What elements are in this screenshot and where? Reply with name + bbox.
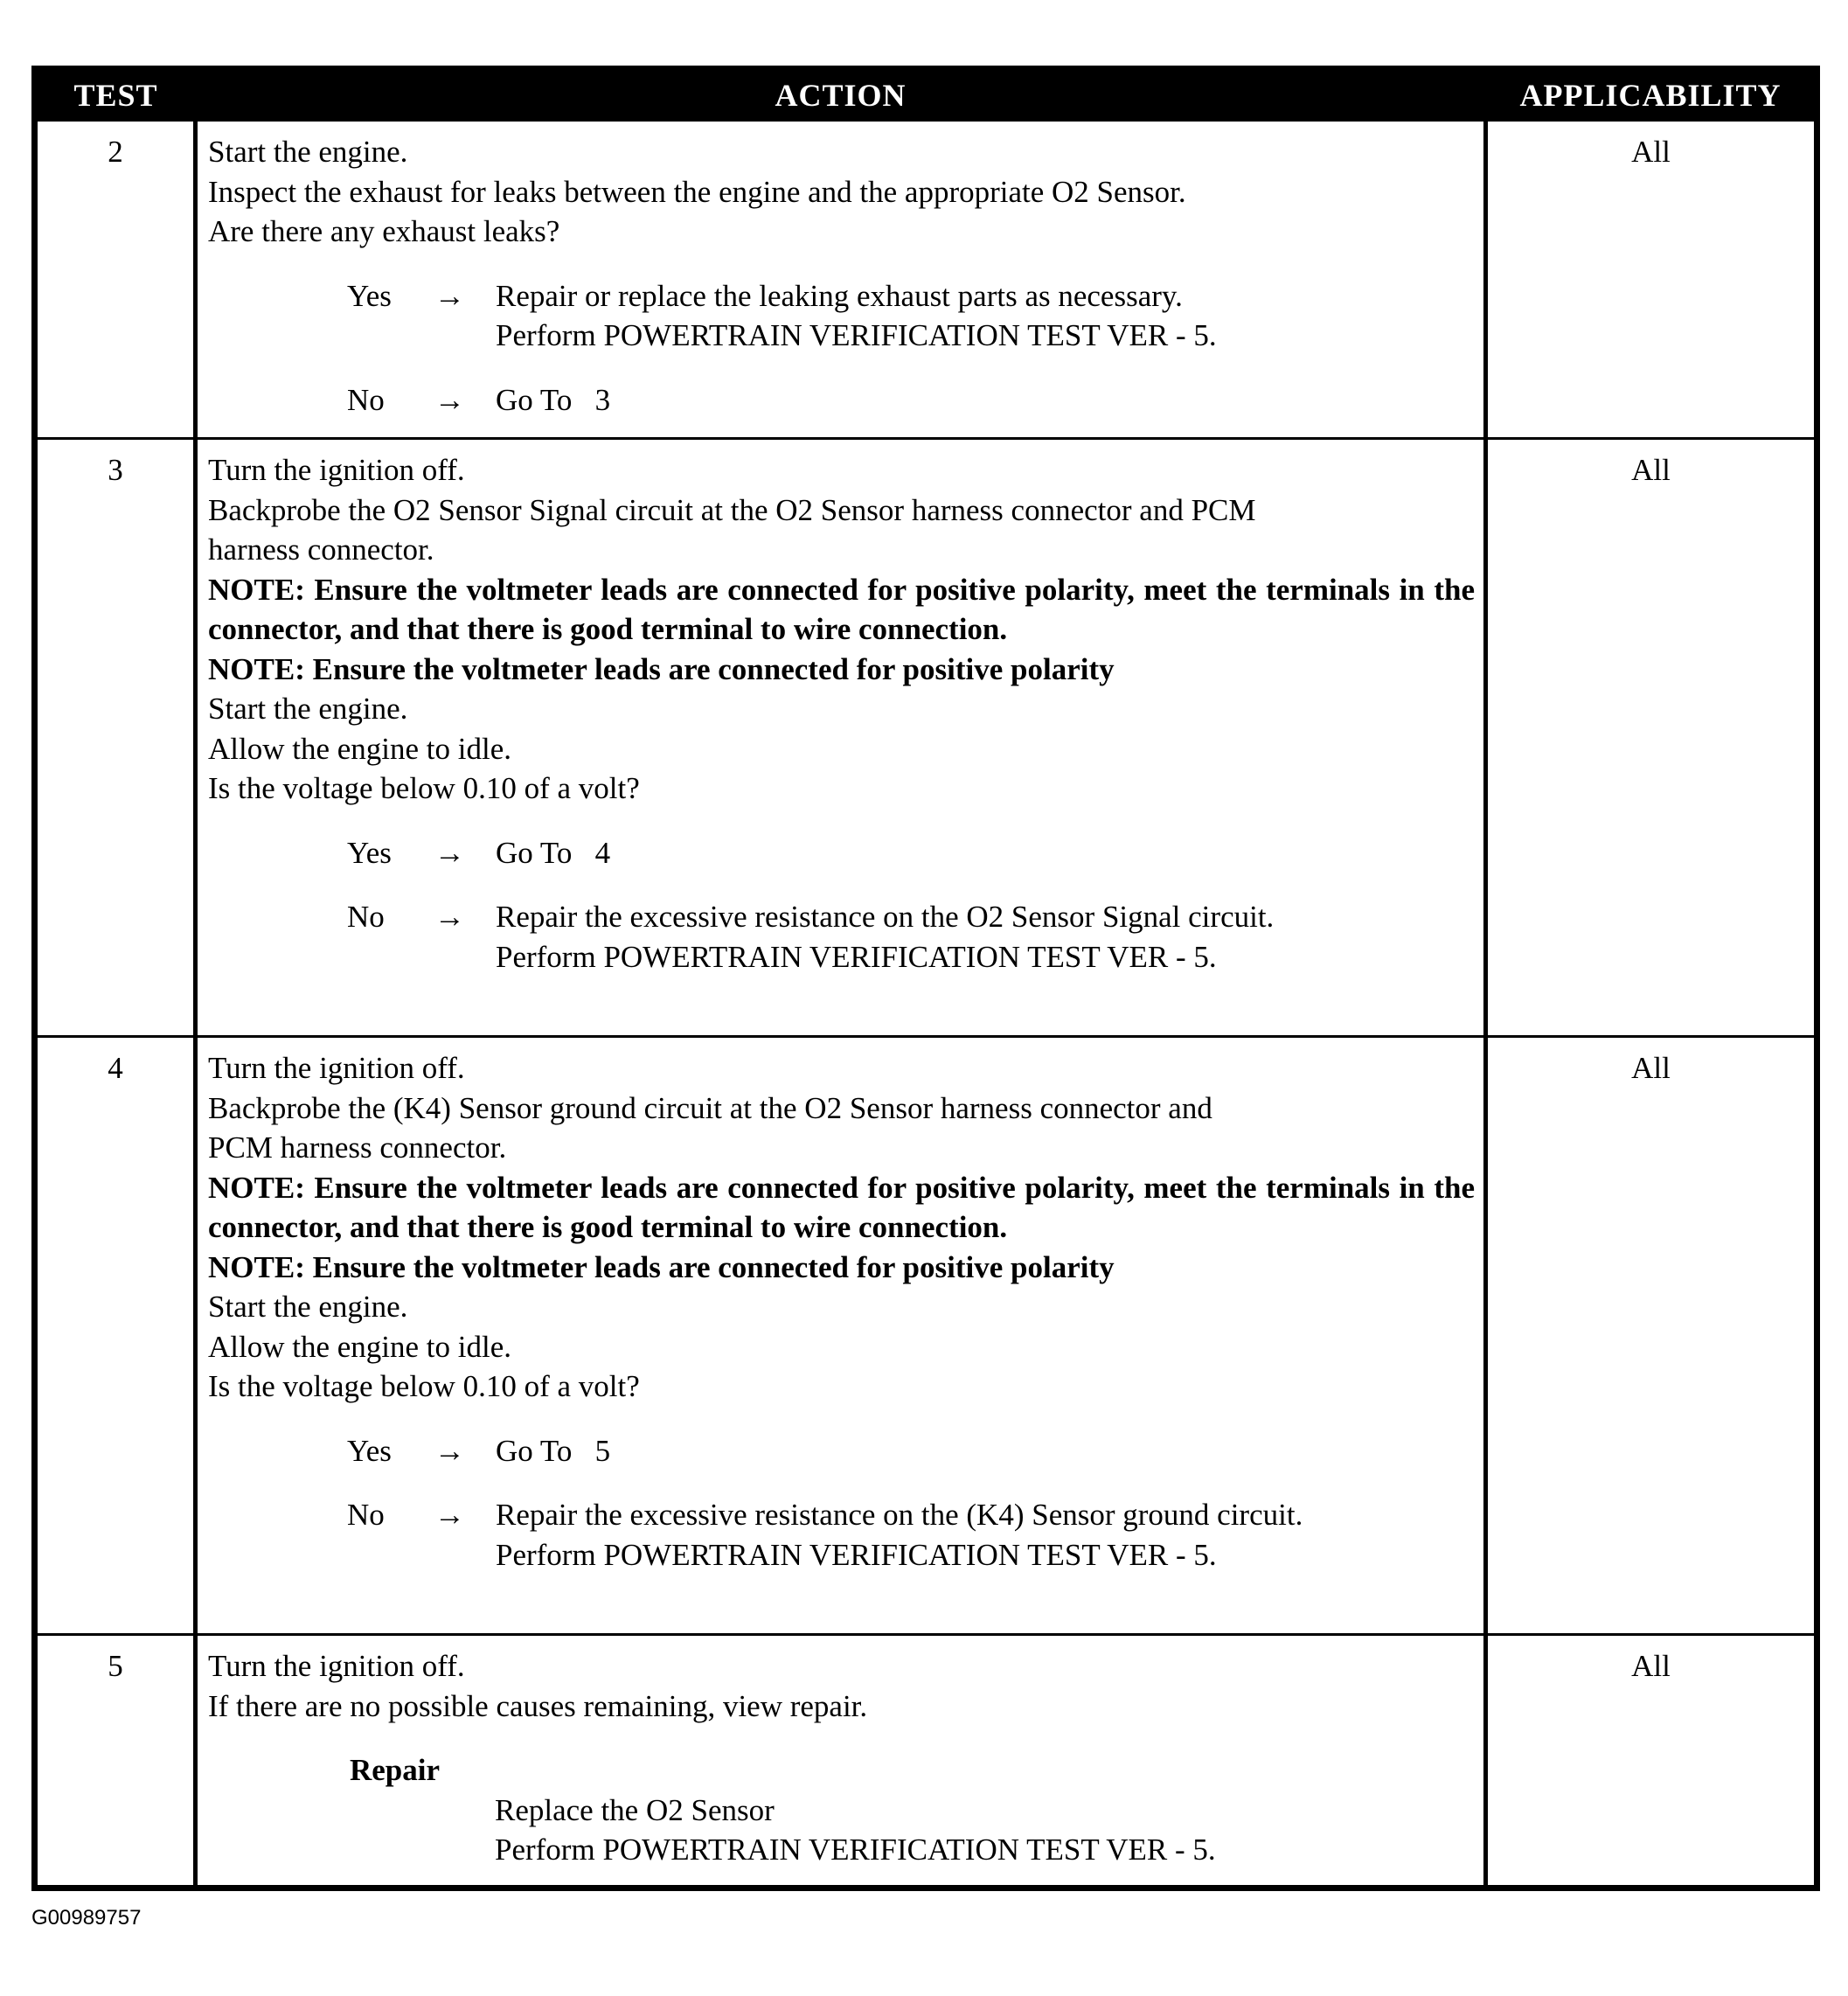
arrow-right-icon: →: [434, 278, 465, 313]
repair-line: Perform POWERTRAIN VERIFICATION TEST VER - 5.: [495, 1833, 1216, 1867]
result-line: Perform POWERTRAIN VERIFICATION TEST VER - 5.: [496, 1537, 1217, 1572]
table-row-test-5: [35, 1635, 1817, 1888]
yes-result: [496, 1431, 1475, 1471]
arrow-right-icon: →: [434, 1498, 465, 1532]
action-line: Allow the engine to idle.: [208, 1329, 512, 1364]
no-label: No: [347, 382, 385, 417]
table-row-test-3: [35, 439, 1817, 1037]
no-result: [496, 380, 1475, 421]
yes-label: Yes: [347, 278, 392, 313]
no-label: No: [347, 900, 385, 934]
table-row-test-4: [35, 1037, 1817, 1635]
arrow-right-icon: →: [434, 382, 465, 417]
header-action: ACTION: [196, 69, 1486, 121]
action-line: Allow the engine to idle.: [208, 731, 512, 766]
applicability-value: All: [1486, 439, 1817, 1037]
table-row-test-2: [35, 121, 1817, 439]
yes-response: [347, 833, 1475, 873]
header-applicability: APPLICABILITY: [1486, 69, 1817, 121]
result-line: Perform POWERTRAIN VERIFICATION TEST VER - 5.: [496, 318, 1217, 352]
yes-response: [347, 1431, 1475, 1471]
no-response: [347, 380, 1475, 421]
note-text: NOTE: Ensure the voltmeter leads are connected for positive polarity, meet the terminals in the connector, and that there is good terminal to wire connection.: [208, 572, 1475, 646]
action-line: Are there any exhaust leaks?: [208, 214, 560, 248]
diagnostic-test-table: [31, 66, 1820, 1891]
action-line: Turn the ignition off.: [208, 453, 465, 487]
result-line: Go To 3: [496, 382, 611, 417]
action-line: harness connector.: [208, 532, 434, 567]
action-line: PCM harness connector.: [208, 1130, 507, 1165]
result-line: Repair the excessive resistance on the O2 Sensor Signal circuit.: [496, 900, 1275, 934]
action-line: Is the voltage below 0.10 of a volt?: [208, 771, 640, 805]
action-line: Inspect the exhaust for leaks between the engine and the appropriate O2 Sensor.: [208, 174, 1186, 209]
test-number: 2: [35, 121, 196, 439]
action-cell: [196, 439, 1486, 1037]
repair-block: [208, 1750, 1475, 1870]
result-line: Repair or replace the leaking exhaust parts as necessary.: [496, 278, 1183, 313]
repair-line: Replace the O2 Sensor: [495, 1792, 775, 1827]
note-text: NOTE: Ensure the voltmeter leads are connected for positive polarity: [208, 651, 1115, 686]
yes-result: [496, 276, 1475, 356]
no-response: [347, 897, 1475, 977]
no-result: [496, 1495, 1475, 1575]
action-line: Start the engine.: [208, 135, 408, 169]
table-header-row: [35, 69, 1817, 121]
action-line: Backprobe the O2 Sensor Signal circuit at the O2 Sensor harness connector and PCM: [208, 492, 1256, 527]
applicability-value: All: [1486, 121, 1817, 439]
action-line: Turn the ignition off.: [208, 1051, 465, 1085]
no-result: [496, 897, 1475, 977]
arrow-right-icon: →: [434, 835, 465, 870]
test-number: 4: [35, 1037, 196, 1635]
action-line: Start the engine.: [208, 1290, 408, 1324]
action-cell: [196, 1635, 1486, 1888]
yes-label: Yes: [347, 1433, 392, 1468]
repair-label: Repair: [350, 1753, 441, 1787]
no-response: [347, 1495, 1475, 1575]
yes-result: [496, 833, 1475, 873]
yes-response: [347, 276, 1475, 356]
yes-label: Yes: [347, 835, 392, 870]
result-line: Perform POWERTRAIN VERIFICATION TEST VER - 5.: [496, 939, 1217, 974]
action-line: Turn the ignition off.: [208, 1649, 465, 1683]
action-cell: [196, 1037, 1486, 1635]
applicability-value: All: [1486, 1635, 1817, 1888]
action-line: If there are no possible causes remaining, view repair.: [208, 1688, 868, 1723]
action-line: Is the voltage below 0.10 of a volt?: [208, 1369, 640, 1403]
action-line: Start the engine.: [208, 692, 408, 726]
applicability-value: All: [1486, 1037, 1817, 1635]
arrow-right-icon: →: [434, 1433, 465, 1468]
result-line: Repair the excessive resistance on the (K4) Sensor ground circuit.: [496, 1498, 1303, 1532]
header-test: TEST: [35, 69, 196, 121]
test-number: 3: [35, 439, 196, 1037]
note-text: NOTE: Ensure the voltmeter leads are connected for positive polarity, meet the terminals in the connector, and that there is good terminal to wire connection.: [208, 1170, 1475, 1244]
result-line: Go To 4: [496, 835, 611, 870]
arrow-right-icon: →: [434, 900, 465, 934]
action-cell: [196, 121, 1486, 439]
note-text: NOTE: Ensure the voltmeter leads are connected for positive polarity: [208, 1249, 1115, 1284]
test-number: 5: [35, 1635, 196, 1888]
action-line: Backprobe the (K4) Sensor ground circuit at the O2 Sensor harness connector and: [208, 1090, 1212, 1125]
no-label: No: [347, 1498, 385, 1532]
result-line: Go To 5: [496, 1433, 611, 1468]
figure-id: G00989757: [31, 1906, 142, 1930]
